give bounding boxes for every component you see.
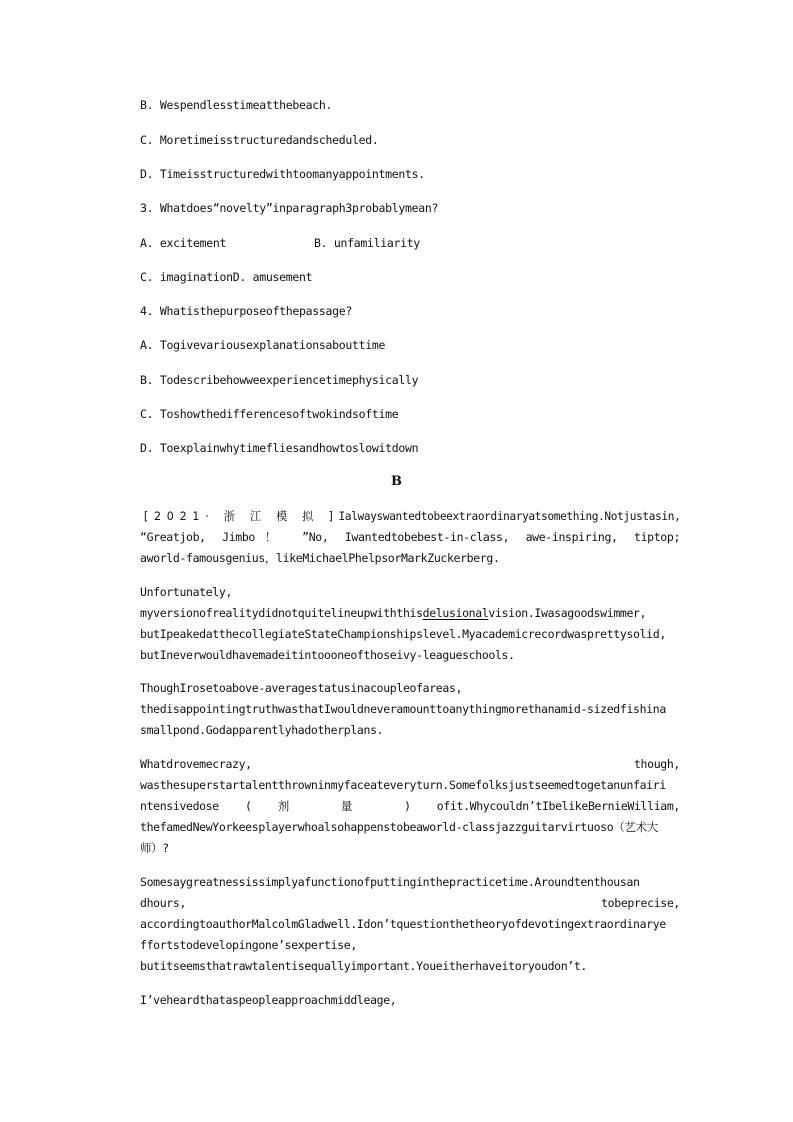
q4-option-b: B. Todescribehowweexperiencetimephysically bbox=[140, 373, 419, 387]
paragraph-5-line-3: accordingtoauthorMalcolmGladwell.Idon’tquestionthetheoryofdevotingextraordinarye bbox=[140, 917, 666, 931]
paragraph-5-line-4: ffortstodevelopingone’sexpertise, bbox=[140, 938, 357, 952]
p4-text-3c: 剂 bbox=[277, 799, 315, 813]
p5-text-2a: dhours, bbox=[140, 896, 187, 910]
q3-stem: 3. Whatdoes“novelty”inparagraph3probablymean? bbox=[140, 201, 439, 215]
p4-text-1a: Whatdrovemecrazy, bbox=[140, 757, 252, 771]
paragraph-3-line-3: smallpond.Godapparentlyhadotherplans. bbox=[140, 723, 384, 737]
p1-text-1: Ialwayswantedtobeextraordinaryatsomething.Notjustasin, bbox=[338, 509, 681, 523]
paragraph-5-line-1: Somesaygreatnessissimplyafunctionofputtinginthepracticetime.Aroundtenthousan bbox=[140, 875, 640, 889]
q4-option-d: D. Toexplainwhytimefliesandhowtoslowitdown bbox=[140, 441, 419, 455]
p1-text-2e: tiptop; bbox=[634, 530, 681, 544]
q3-option-b: B. unfamiliarity bbox=[314, 236, 420, 250]
paragraph-1-line-3: aworld-famousgenius，likeMichaelPhelpsorMarkZuckerberg. bbox=[140, 551, 500, 565]
paragraph-1-line-2 bbox=[140, 527, 680, 548]
section-heading: B bbox=[391, 474, 402, 489]
paragraph-2-line-2 bbox=[140, 603, 680, 624]
paragraph-4-line-3 bbox=[140, 796, 680, 817]
p1-text-2d: awe-inspiring, bbox=[525, 530, 618, 544]
paragraph-4 bbox=[140, 754, 680, 859]
underlined-word: delusional bbox=[422, 606, 489, 620]
paragraph-6 bbox=[140, 990, 680, 1011]
paragraph-1 bbox=[140, 506, 680, 569]
p4-text-3a: ntensivedose bbox=[140, 799, 219, 813]
paragraph-2 bbox=[140, 582, 680, 666]
p1-text-2c: Iwantedtobebest-in-class, bbox=[344, 530, 510, 544]
p4-text-1b: though, bbox=[633, 757, 680, 771]
paragraph-3-line-2: thedisappointingtruthwasthatIwouldneveramounttoanythingmorethanamid-sizedfishina bbox=[140, 702, 666, 716]
paragraph-3 bbox=[140, 678, 680, 741]
paragraph-4-line-4: thefamedNewYorkeesplayerwhoalsohappenstobeaworld-classjazzguitarvirtuoso（艺术大 bbox=[140, 820, 658, 834]
p5-text-2b: tobeprecise, bbox=[601, 896, 680, 910]
q2-option-b: B. Wespendlesstimeatthebeach. bbox=[140, 98, 333, 112]
q3-option-a-text: A. excitement bbox=[140, 236, 227, 250]
p1-text-2a: “Greatjob, bbox=[140, 530, 206, 544]
p4-text-3b: ( bbox=[245, 799, 252, 813]
q4-stem: 4. Whatisthepurposeofthepassage? bbox=[140, 304, 352, 318]
paragraph-6-line-1: I’veheardthataspeopleapproachmiddleage, bbox=[140, 993, 397, 1007]
paragraph-2-line-4: butIneverwouldhavemadeitintoooneofthoseivy-leagueschools. bbox=[140, 648, 515, 662]
p1-text-2b: Jimbo！ ”No, bbox=[222, 530, 329, 544]
q3-option-a bbox=[140, 236, 226, 250]
p4-text-3e: ) bbox=[404, 799, 411, 813]
p2-text-post: vision.Iwasagoodswimmer, bbox=[488, 606, 647, 620]
paragraph-2-line-1: Unfortunately, bbox=[140, 585, 233, 599]
q3-option-cd: C. imaginationD. amusement bbox=[140, 270, 313, 284]
paragraph-5-line-2 bbox=[140, 893, 680, 914]
paragraph-2-line-3: butIpeakedatthecollegiateStateChampionshipslevel.Myacademicrecordwasprettysolid, bbox=[140, 627, 666, 641]
paragraph-4-line-5: 师）? bbox=[140, 841, 169, 855]
q2-option-d: D. Timeisstructuredwithtoomanyappointments. bbox=[140, 167, 425, 181]
paragraph-5 bbox=[140, 872, 680, 977]
paragraph-4-line-2: wasthesuperstartalentthrowninmyfaceateveryturn.Somefolksjustseemedtogetanunfairi bbox=[140, 778, 666, 792]
q2-option-c: C. Moretimeisstructuredandscheduled. bbox=[140, 133, 379, 147]
paragraph-3-line-1: ThoughIrosetoabove-averagestatusinacoupleofareas, bbox=[140, 681, 463, 695]
q4-option-a: A. Togivevariousexplanationsabouttime bbox=[140, 338, 386, 352]
q4-option-c: C. Toshowthedifferencesoftwokindsoftime bbox=[140, 407, 399, 421]
paragraph-4-line-1 bbox=[140, 754, 680, 775]
p2-text-pre: myversionofrealitydidnotquitelineupwiththis bbox=[140, 606, 423, 620]
paragraph-1-line-1 bbox=[140, 506, 681, 527]
p4-text-3f: ofit.Whycouldn’tIbelikeBernieWilliam, bbox=[436, 799, 680, 813]
paragraph-5-line-5: butitseemsthatrawtalentisequallyimportant.Youeitherhaveitoryoudon’t. bbox=[140, 959, 588, 973]
source-tag: [2021· 浙 江 模 拟 ] bbox=[143, 509, 339, 523]
p4-text-3d: 量 bbox=[340, 799, 378, 813]
